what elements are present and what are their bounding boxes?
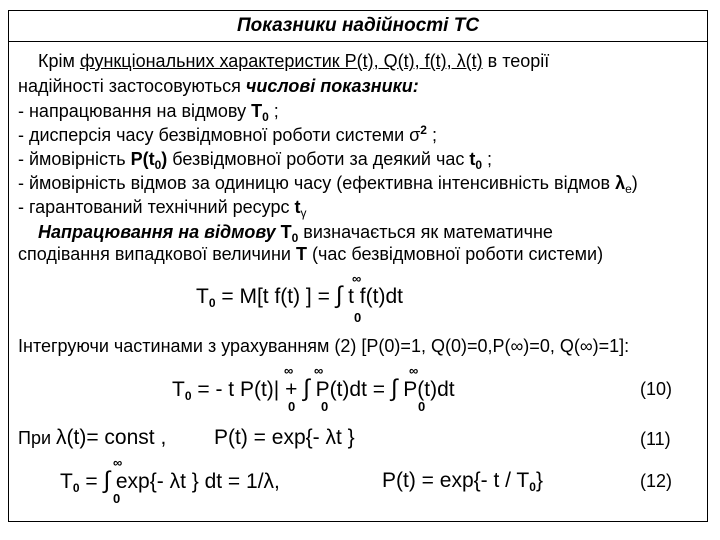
intro-line-2 bbox=[18, 75, 419, 97]
eq-lhs-sub: 0 bbox=[184, 389, 192, 403]
list-item-mtbf bbox=[18, 100, 279, 122]
item-end: ; bbox=[268, 101, 279, 121]
list-item-failure-rate bbox=[18, 172, 638, 194]
eq-part1: = - t P(t)| bbox=[191, 378, 280, 401]
list-item-resource bbox=[18, 196, 306, 218]
item-symbol-end: ) bbox=[161, 149, 168, 169]
integral-sign: ∫ bbox=[335, 282, 343, 309]
integral-2-lower-limit: 0 bbox=[418, 399, 426, 414]
eq-result-end: } bbox=[535, 469, 543, 492]
item-symbol: λ bbox=[615, 173, 626, 193]
eq-equals: = bbox=[79, 470, 104, 493]
equation-number-12: (12) bbox=[640, 471, 673, 491]
eq-prefix: При bbox=[18, 428, 57, 448]
eq-lhs: T bbox=[60, 470, 73, 493]
equation-11 bbox=[18, 426, 166, 450]
equation-12 bbox=[60, 469, 280, 494]
item-subscript: 0 bbox=[262, 110, 269, 124]
equation-mtbf bbox=[196, 284, 403, 309]
numeric-indicators-label: числові показники: bbox=[245, 76, 419, 96]
eq-integrand: t f(t)dt bbox=[342, 285, 403, 308]
equation-10 bbox=[172, 377, 455, 402]
slide-title: Показники надійності ТС bbox=[8, 10, 708, 42]
eq-lhs: T bbox=[172, 378, 185, 401]
item-subscript: e bbox=[625, 182, 632, 196]
item-text: - ймовірність відмов за одиницю часу (ефективна інтенсивність відмов bbox=[18, 173, 616, 193]
bracket-lower-limit: 0 bbox=[288, 399, 296, 414]
item-end: ; bbox=[482, 149, 493, 169]
eq-rhs: = M[t f(t) ] = bbox=[215, 285, 336, 308]
item-symbol: T bbox=[251, 101, 263, 121]
item-end: ) bbox=[631, 173, 638, 193]
integral-sign-2: ∫ bbox=[390, 375, 398, 402]
intro-line-1 bbox=[38, 50, 549, 72]
equation-number-11: (11) bbox=[640, 429, 671, 449]
integral-2-upper-limit: ∞ bbox=[409, 363, 419, 378]
equation-number-10: (10) bbox=[640, 379, 673, 399]
integral-lower-limit: 0 bbox=[321, 399, 329, 414]
item-text: - напрацювання на відмову bbox=[18, 101, 252, 121]
item-subscript: γ bbox=[300, 206, 307, 220]
item-symbol: P(t bbox=[130, 149, 155, 169]
equation-11-result: P(t) = exp{- λt } bbox=[214, 426, 355, 449]
intro-text-end: в теорії bbox=[482, 51, 550, 71]
definition-term: Напрацювання на відмову bbox=[38, 222, 281, 242]
integral-sign: ∫ bbox=[103, 467, 111, 494]
item-subscript: 0 bbox=[154, 158, 162, 172]
item-superscript: 2 bbox=[420, 123, 427, 137]
definition-line-1 bbox=[38, 221, 553, 243]
eq-part3: P(t)dt = bbox=[309, 378, 391, 401]
integration-note: Інтегруючи частинами з урахуванням (2) [P(0)=1, Q(0)=0,P(∞)=0, Q(∞)=1]: bbox=[18, 336, 630, 356]
functional-characteristics: функціональних характеристик P(t), Q(t), f(t), λ(t) bbox=[79, 51, 483, 71]
eq-part2: + bbox=[279, 378, 304, 401]
list-item-variance bbox=[18, 124, 437, 146]
definition-text: визначається як математичне bbox=[298, 222, 553, 242]
definition-symbol: T bbox=[280, 222, 292, 242]
intro-text: Крім bbox=[38, 51, 80, 71]
item-time-symbol: t bbox=[469, 149, 476, 169]
definition-text-2: сподівання випадкової величини bbox=[18, 244, 296, 264]
eq-part4: P(t)dt bbox=[397, 378, 455, 401]
integral-upper-limit: ∞ bbox=[314, 363, 324, 378]
item-end: ; bbox=[426, 125, 437, 145]
eq-lhs-sub: 0 bbox=[208, 296, 216, 310]
eq-result-sub: 0 bbox=[529, 480, 536, 494]
equation-12-result bbox=[382, 469, 543, 493]
intro-line2-text: надійності застосовуються bbox=[18, 76, 246, 96]
eq-integrand: exp{- λt } dt = 1/λ, bbox=[110, 470, 280, 493]
integral-lower-limit: 0 bbox=[113, 491, 121, 506]
item-symbol: t bbox=[294, 197, 301, 217]
definition-symbol-2: T bbox=[295, 244, 307, 264]
definition-text-3: (час безвідмовної роботи системи) bbox=[306, 244, 604, 264]
list-item-probability bbox=[18, 148, 492, 170]
item-text: - ймовірність bbox=[18, 149, 131, 169]
integral-sign: ∫ bbox=[303, 375, 310, 402]
definition-subscript: 0 bbox=[291, 231, 299, 245]
integral-upper-limit: ∞ bbox=[352, 271, 362, 286]
eq-lhs: T bbox=[196, 285, 209, 308]
item-time-subscript: 0 bbox=[475, 158, 483, 172]
eq-condition: λ(t)= const , bbox=[56, 426, 167, 449]
eq-lhs-sub: 0 bbox=[72, 481, 80, 495]
integral-lower-limit: 0 bbox=[354, 310, 362, 325]
definition-line-2 bbox=[18, 243, 603, 265]
bracket-upper-limit: ∞ bbox=[284, 363, 294, 378]
eq-result: P(t) = exp{- t / T bbox=[382, 469, 530, 492]
integral-upper-limit: ∞ bbox=[113, 455, 123, 470]
item-text-mid: безвідмовної роботи за деякий час bbox=[167, 149, 470, 169]
item-text: - гарантований технічний ресурс bbox=[18, 197, 295, 217]
item-text: - дисперсія часу безвідмовної роботи системи σ bbox=[18, 125, 421, 145]
